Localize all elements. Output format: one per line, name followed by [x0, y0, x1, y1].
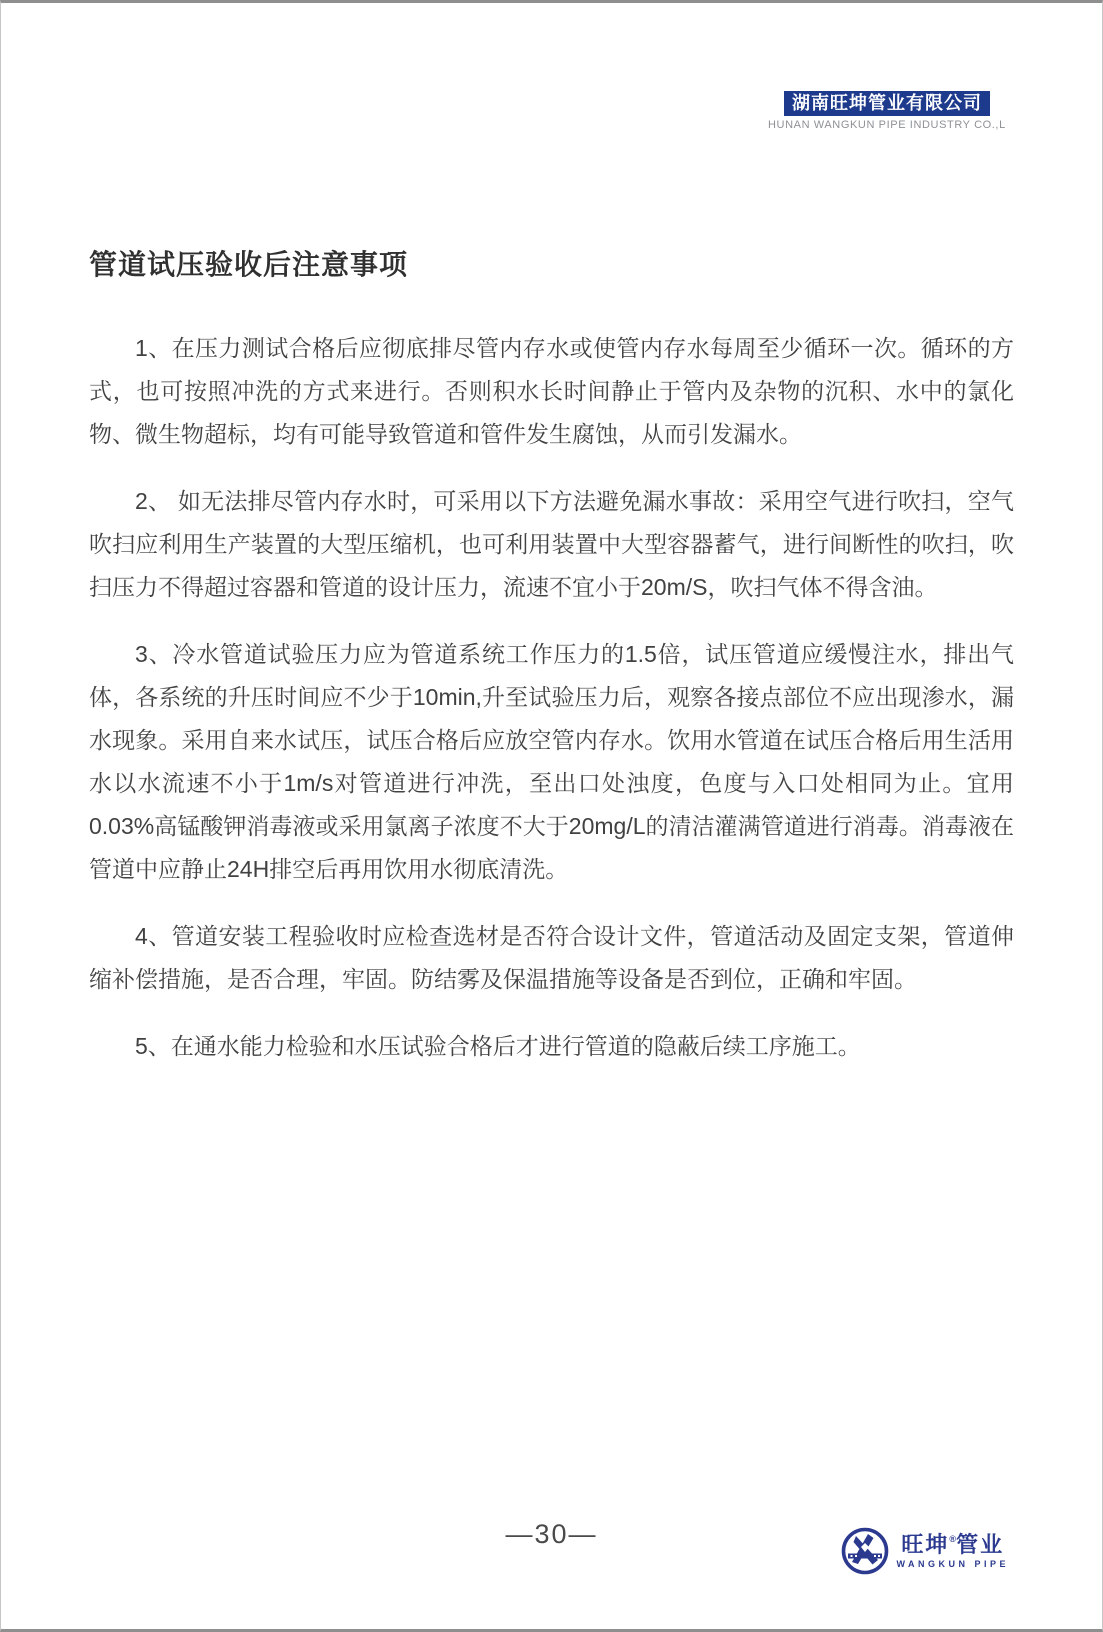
paragraph-3: 3、冷水管道试验压力应为管道系统工作压力的1.5倍，试压管道应缓慢注水，排出气体，各系统的升压时间应不少于10min,升至试验压力后，观察各接点部位不应出现渗水，漏水现象。采用自来水试压，试压合格后应放空管内存水。饮用水管道在试压合格后用生活用水以水流速不小于1m/s对管道进行冲洗，至出口处浊度，色度与入口处相同为止。宜用0.03%高锰酸钾消毒液或采用氯离子浓度不大于20mg/L的清洁灌满管道进行消毒。消毒液在管道中应静止24H排空后再用饮用水彻底清洗。 — [89, 641, 1014, 882]
logo-emblem-icon — [841, 1527, 889, 1575]
company-name-en: HUNAN WANGKUN PIPE INDUSTRY CO.,L — [768, 119, 1006, 131]
company-name-zh: 湖南旺坤管业有限公司 — [792, 93, 982, 114]
paragraph-2: 2、 如无法排尽管内存水时，可采用以下方法避免漏水事故：采用空气进行吹扫，空气吹扫应利用生产装置的大型压缩机，也可利用装置中大型容器蓄气，进行间断性的吹扫，吹扫压力不得超过容器和管道的设计压力，流速不宜小于20m/S，吹扫气体不得含油。 — [89, 488, 1014, 600]
logo-name-en: WANGKUN PIPE — [896, 1558, 1009, 1569]
logo-registered-mark: ® — [949, 1533, 957, 1544]
document-content — [89, 3, 1014, 1092]
logo-text — [896, 1533, 1009, 1570]
paragraph-1: 1、在压力测试合格后应彻底排尽管内存水或使管内存水每周至少循环一次。循环的方式，也可按照冲洗的方式来进行。否则积水长时间静止于管内及杂物的沉积、水中的氯化物、微生物超标，均有可能导致管道和管件发生腐蚀，从而引发漏水。 — [89, 335, 1014, 447]
company-logo — [841, 1527, 1009, 1575]
logo-name-zh: 旺坤®管业 — [901, 1531, 1005, 1557]
page-number: —30— — [505, 1519, 598, 1549]
paragraph-5: 5、在通水能力检验和水压试验合格后才进行管道的隐蔽后续工序施工。 — [135, 1033, 861, 1059]
paragraph-4: 4、管道安装工程验收时应检查选材是否符合设计文件，管道活动及固定支架，管道伸缩补偿措施，是否合理，牢固。防结雾及保温措施等设备是否到位，正确和牢固。 — [89, 923, 1014, 992]
page-title: 管道试压验收后注意事项 — [89, 249, 409, 280]
